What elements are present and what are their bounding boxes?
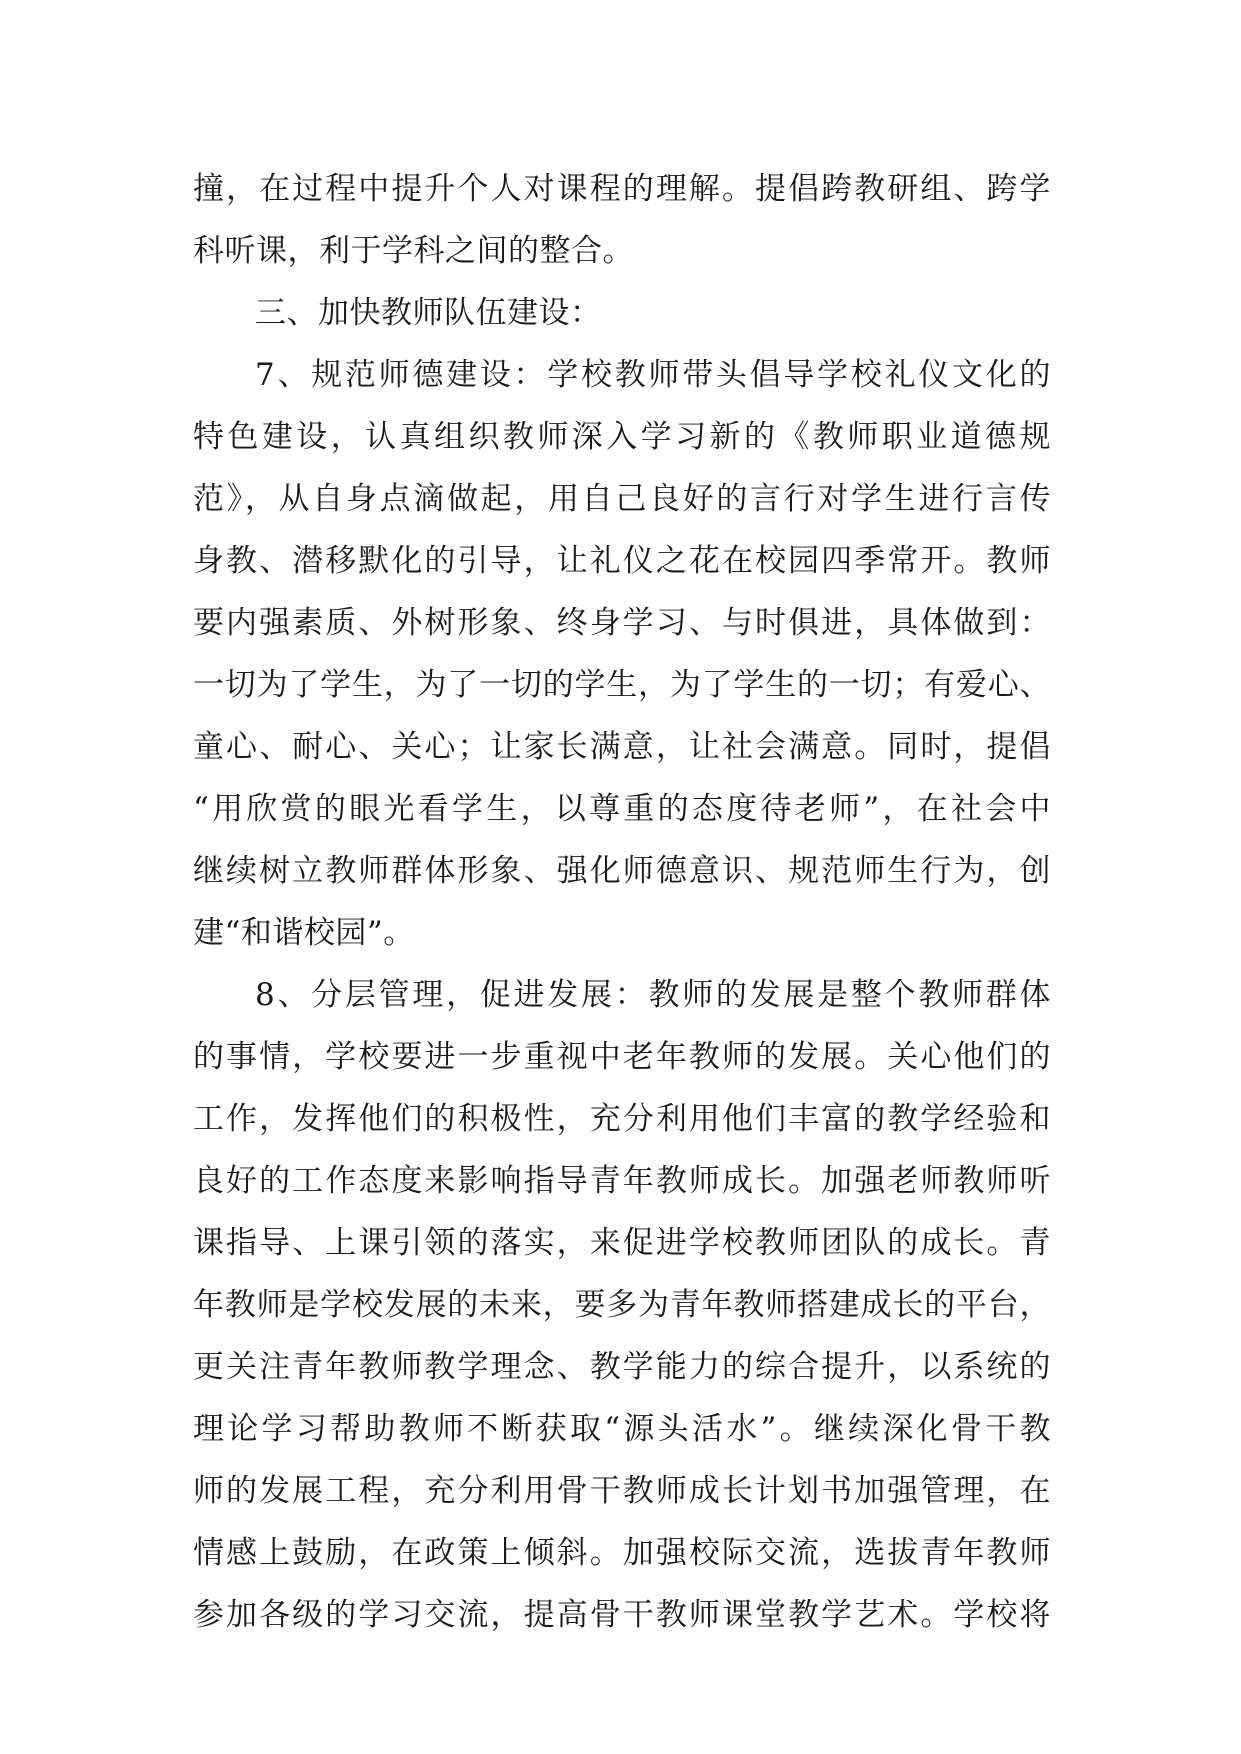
text-line: 范》，从自身点滴做起，用自己良好的言行对学生进行言传 [193,481,1051,517]
text-line: 7、规范师德建设：学校教师带头倡导学校礼仪文化的 [255,357,1051,393]
text-line: 撞，在过程中提升个人对课程的理解。提倡跨教研组、跨学 [193,171,1051,207]
text-line: 良好的工作态度来影响指导青年教师成长。加强老师教师听 [193,1163,1051,1199]
text-line: 更关注青年教师教学理念、教学能力的综合提升，以系统的 [193,1349,1051,1385]
text-line: “用欣赏的眼光看学生，以尊重的态度待老师”，在社会中 [193,791,1051,827]
text-line: 情感上鼓励，在政策上倾斜。加强校际交流，选拔青年教师 [193,1535,1051,1571]
document-body [193,158,1051,1646]
text-line: 建“和谐校园”。 [193,915,415,951]
text-line: 理论学习帮助教师不断获取“源头活水”。继续深化骨干教 [193,1411,1051,1447]
text-line: 特色建设，认真组织教师深入学习新的《教师职业道德规 [193,419,1051,455]
text-line: 童心、耐心、关心；让家长满意，让社会满意。同时，提倡 [193,729,1051,765]
text-line: 课指导、上课引领的落实，来促进学校教师团队的成长。青 [193,1225,1051,1261]
text-line: 继续树立教师群体形象、强化师德意识、规范师生行为，创 [193,853,1051,889]
text-line: 8、分层管理，促进发展：教师的发展是整个教师群体 [255,977,1051,1013]
text-line: 工作，发挥他们的积极性，充分利用他们丰富的教学经验和 [193,1101,1051,1137]
text-line: 要内强素质、外树形象、终身学习、与时俱进，具体做到： [193,605,1051,641]
text-line: 参加各级的学习交流，提高骨干教师课堂教学艺术。学校将 [193,1597,1051,1633]
text-line: 的事情，学校要进一步重视中老年教师的发展。关心他们的 [193,1039,1051,1075]
text-line: 年教师是学校发展的未来，要多为青年教师搭建成长的平台， [193,1287,1051,1323]
text-line: 科听课，利于学科之间的整合。 [193,233,634,269]
text-line: 一切为了学生，为了一切的学生，为了学生的一切；有爱心、 [193,667,1051,703]
text-line: 身教、潜移默化的引导，让礼仪之花在校园四季常开。教师 [193,543,1051,579]
text-line: 师的发展工程，充分利用骨干教师成长计划书加强管理，在 [193,1473,1051,1509]
text-line: 三、加快教师队伍建设： [255,295,602,331]
